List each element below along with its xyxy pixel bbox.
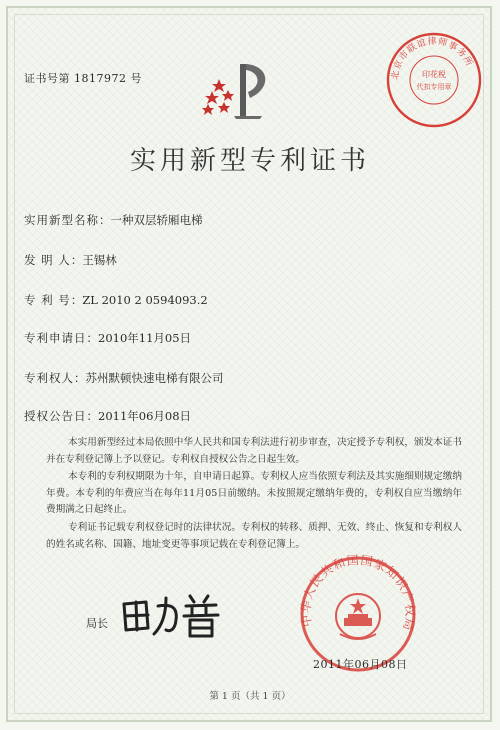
field-application-date: 专利申请日：2010年11月05日 [24,331,192,345]
sipo-seal-ring-text: 中华人民共和国国家知识产权局 [298,554,418,633]
certificate-title: 实用新型专利证书 [129,146,370,176]
tax-seal-ring-text: 北京市联谊律师事务所 [390,36,475,81]
field-patentee: 专利权人：苏州默顿快速电梯有限公司 [24,371,224,385]
paragraph-term: 本专利的专利权期限为十年，自申请日起算。专利权人应当依照专利法及其实施细则规定缴纳年费。本专利的年费应当在每年11月05日前缴纳。未按照规定缴纳年费的，专利权自应当缴纳年费期满之日起终止。 [46,471,462,516]
page-number: 第 1 页（共 1 页） [209,691,291,702]
sipo-logo [200,58,280,124]
tax-seal-line2: 代扣专用章 [416,83,452,91]
field-inventor: 发 明 人：王锡林 [24,253,117,267]
field-utility-name: 实用新型名称：一种双层轿厢电梯 [24,213,203,227]
tax-seal-line1: 印花税 [422,70,446,79]
director-signature [118,590,228,644]
paragraph-grant: 本实用新型经过本局依照中华人民共和国专利法进行初步审查，决定授予专利权，颁发本证书并在专利登记簿上予以登记。专利权自授权公告之日起生效。 [46,437,462,465]
field-patent-number: 专 利 号：ZL 2010 2 0594093.2 [24,293,208,307]
certificate-number: 证书号第 1817972 号 [24,72,142,85]
paragraph-status: 专利证书记载专利权登记时的法律状况。专利权的转移、质押、无效、终止、恢复和专利权人的姓名或名称、国籍、地址变更等事项记载在专利登记簿上。 [46,522,462,550]
seal-date: 2011年06月08日 [313,658,408,671]
director-label: 局长 [86,617,108,630]
field-grant-date: 授权公告日：2011年06月08日 [24,409,192,423]
tax-seal [384,30,484,134]
